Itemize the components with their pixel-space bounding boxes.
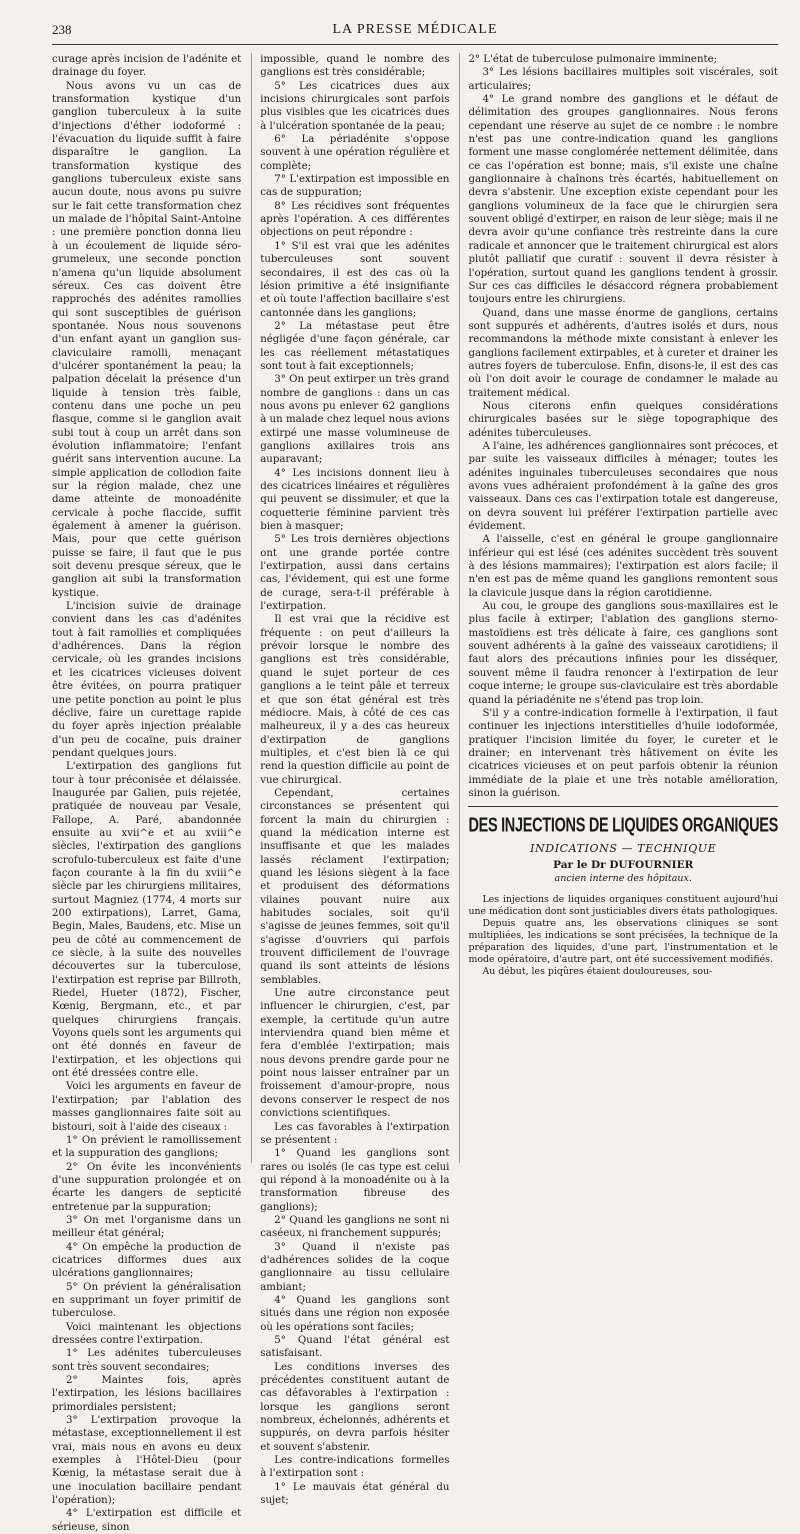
paragraph: 5° Les trois dernières objections ont une grande portée contre l'extirpation, aussi dans certains cas, l'évidement, qui est une forme de curage, sera-t-il préférable à l'extirpation. <box>260 534 450 613</box>
new-article <box>468 806 778 977</box>
paragraph: 3° On met l'organisme dans un meilleur état général; <box>52 1214 242 1240</box>
paragraph: 6° La périadénite s'oppose souvent à une opération régulière et complète; <box>260 134 450 172</box>
paragraph: S'il y a contre-indication formelle à l'extirpation, il faut continuer les injections interstitielles d'huile iodoformée, pratiquer l'incision limitée du foyer, le cureter et le drainer; en intervenant très hâtivement on évite les cicatrices vicieuses et on peut parfois obtenir la réunion immédiate de la plaie et une très notable amélioration, sinon la guérison. <box>468 707 778 799</box>
paragraph: 5° On prévient la généralisation en supprimant un foyer primitif de tuberculose. <box>52 1281 242 1320</box>
paragraph: Les conditions inverses des précédentes constituent autant de cas défavorables à l'extirpation : lorsque les ganglions seront nombreux, échelonnés, adhérents et suppurés, on devra parfois hésiter et souvent s'abstenir. <box>260 1361 450 1453</box>
paragraph: curage après incision de l'adénite et drainage du foyer. <box>52 54 242 79</box>
paragraph: Il est vrai que la récidive est fréquente : on peut d'ailleurs la prévoir lorsque le nombre des ganglions est très considérable, quand le sujet porteur de ces ganglions a le teint pâle et terreux et que son état général est très médiocre. Mais, à côté de ces cas malheureux, il y a des cas heureux d'extirpation de ganglions multiples, et c'est bien là ce qui rend la question difficile au point de vue chirurgical. <box>260 614 450 786</box>
article-author-role: ancien interne des hôpitaux. <box>554 873 692 885</box>
paragraph: Au début, les piqûres étaient douloureuses, sou- <box>482 965 713 977</box>
page-number: 238 <box>52 22 72 37</box>
paragraph: Voici les arguments en faveur de l'extirpation; par l'ablation des masses ganglionnaires faite soit au bistouri, soit à l'aide des ciseaux : <box>52 1081 242 1133</box>
paragraph: 3° On peut extirper un très grand nombre de ganglions : dans un cas nous avons pu enlever 62 ganglions à un malade chez lequel nous avions extirpé une masse volumineuse de ganglions axillaires trois ans auparavant; <box>260 374 450 466</box>
article-subtitle: INDICATIONS — TECHNIQUE <box>530 841 717 855</box>
article-author: Par le Dr DUFOURNIER <box>553 858 694 871</box>
paragraph: Nous citerons enfin quelques considérations chirurgicales basées sur le siège topographique des adénites tuberculeuses. <box>468 400 778 439</box>
paragraph: 4° Le grand nombre des ganglions et le défaut de délimitation des groupes ganglionnaires. Nous ferons cependant une réserve au sujet de ce nombre : le nombre n'est pas une contre-indication quand les ganglions forment une masse conglomérée nettement délimitée, dans ce cas l'opération est bonne; mais, s'il existe une chaîne ganglionnaire à chaînons très écartés, habituellement on devra s'abstenir. Une exception existe cependant pour les ganglions volumineux de la face que le chirurgien sera souvent obligé d'extirper, en raison de leur siège; mais il ne devra avoir qu'une confiance très restreinte dans la cure radicale et annoncer que le traitement chirurgical est alors plutôt palliatif que curatif : souvent il devra résister à l'opération, surtout quand les ganglions tendent à grossir. Sur ces cas difficiles le désaccord régnera probablement toujours entre les chirurgiens. <box>468 94 778 306</box>
column-middle <box>251 53 450 1507</box>
paragraph: 2° La métastase peut être négligée d'une façon générale, car les cas réellement métastatiques sont tout à fait exceptionnels; <box>260 320 450 372</box>
paragraph: Au cou, le groupe des ganglions sous-maxillaires est le plus facile à extirper; l'ablation des ganglions sterno-mastoïdiens est très délicate à faire, ces ganglions sont souvent adhérents à la gaîne des vaisseaux carotidiens; il faut alors des précautions infinies pour les disséquer, souvent même il faudra renoncer à l'extirpation de leur coque interne; le groupe sus-claviculaire est très abordable quand la périadénite ne s'étend pas trop loin. <box>468 601 778 706</box>
paragraph: 1° Les adénites tuberculeuses sont très souvent secondaires; <box>52 1348 242 1373</box>
paragraph: 4° L'extirpation est difficile et sérieuse, sinon <box>52 1508 242 1533</box>
article-body <box>468 894 778 978</box>
text-columns <box>52 53 778 1533</box>
paragraph: 7° L'extirpation est impossible en cas de suppuration; <box>260 174 450 199</box>
page-header <box>52 22 778 45</box>
paragraph: Les injections de liquides organiques constituent aujourd'hui une médication dont sont justiciables divers états pathologiques. <box>468 893 778 917</box>
paragraph: 1° Le mauvais état général du sujet; <box>260 1481 450 1507</box>
paragraph: A l'aine, les adhérences ganglionnaires sont précoces, et par suite les vaisseaux difficiles à ménager; toutes les adénites inguinales tuberculeuses secondaires que nous avons vues adhéraient profondément à la gaîne des gros vaisseaux. Dans ces cas l'extirpation totale est dangereuse, on devra souvent lui préférer l'extirpation partielle avec évidement. <box>468 440 778 533</box>
paragraph: Quand, dans une masse énorme de ganglions, certains sont suppurés et adhérents, d'autres isolés et durs, nous recommandons la méthode mixte consistant à enlever les ganglions facilement extirpables, et à cureter et drainer les autres foyers de tuberculose. Enfin, disons-le, il est des cas où l'on doit avoir le courage de condamner le malade au traitement médical. <box>468 307 778 399</box>
paragraph: L'extirpation des ganglions fut tour à tour préconisée et délaissée. Inaugurée par Galien, puis rejetée, pratiquée de nouveau par Vesale, Fallope, A. Paré, abandonnée ensuite au xvii^e et au xviii^e siècles, l'extirpation des ganglions scrofulo-tuberculeux est faite d'une façon courante à la fin du xviii^e siècle par les chirurgiens militaires, surtout Magniez (1774, 4 morts sur 200 extirpations), Larret, Gama, Begin, Males, Baudens, etc. Mise un peu de côté au commencement de ce siècle, à la suite des nouvelles découvertes sur la tuberculose, l'extirpation est reprise par Billroth, Riedel, Hueter (1872), Fischer, Kœnig, Bergmann, etc., et par quelques chirurgiens français. Voyons quels sont les arguments qui ont été donnés en faveur de l'extirpation, et les objections qui ont été dressées contre elle. <box>52 761 242 1080</box>
paragraph: Depuis quatre ans, les observations cliniques se sont multipliées, les indications se sont précisées, la technique de la préparation des liquides, d'une part, l'instrumentation et le mode opératoire, d'autre part, ont été successivement modifiés. <box>468 917 778 965</box>
paragraph: impossible, quand le nombre des ganglions est très considérable; <box>260 54 450 79</box>
paragraph: 4° Quand les ganglions sont situés dans une région non exposée où les opérations sont faciles; <box>260 1294 450 1333</box>
paragraph: 4° On empêche la production de cicatrices difformes dues aux ulcérations ganglionnaires; <box>52 1241 242 1280</box>
paragraph: Cependant, certaines circonstances se présentent qui forcent la main du chirurgien : quand la médication interne est insuffisante et que les malades lassés réclament l'extirpation; quand les lésions siègent à la face et produisent des déformations vilaines pouvant nuire aux habitudes sociales, soit qu'il s'agisse de jeunes femmes, soit qu'il s'agisse d'ouvriers qui parfois trouvent difficilement de l'ouvrage quand ils sont atteints de lésions semblables. <box>260 787 450 986</box>
paragraph: 3° Quand il n'existe pas d'adhérences solides de la coque ganglionnaire au tissu cellulaire ambiant; <box>260 1241 450 1293</box>
paragraph: 2° Quand les ganglions ne sont ni caséeux, ni franchement suppurés; <box>260 1214 450 1240</box>
paragraph: A l'aisselle, c'est en général le groupe ganglionnaire inférieur qui est lésé (ces adénites succèdent très souvent à des lésions mammaires); l'extirpation est alors facile; il n'en est pas de même quand les ganglions remontent sous la clavicule jusque dans la région carotidienne. <box>468 534 778 599</box>
paragraph: 2° On évite les inconvénients d'une suppuration prolongée et on écarte les dangers de septicité entretenue par la suppuration; <box>52 1161 242 1213</box>
paragraph: Les cas favorables à l'extirpation se présentent : <box>260 1121 450 1146</box>
paragraph: 1° S'il est vrai que les adénites tuberculeuses sont souvent secondaires, il est des cas où la lésion primitive a été insignifiante et où toute l'affection bacillaire s'est cantonnée dans les ganglions; <box>260 240 450 319</box>
paragraph: 3° L'extirpation provoque la métastase, exceptionnellement il est vrai, mais nous en avons eu deux exemples à l'Hôtel-Dieu (pour Kœnig, la métastase serait due à une inoculation bacillaire pendant l'opération); <box>52 1415 242 1507</box>
paragraph: 2° L'état de tuberculose pulmonaire imminente; <box>468 54 718 65</box>
paragraph: 2° Maintes fois, après l'extirpation, les lésions bacillaires primordiales persistent; <box>52 1375 242 1413</box>
column-right <box>459 53 778 1163</box>
paragraph: 1° On prévient le ramollissement et la suppuration des ganglions; <box>52 1134 242 1160</box>
paragraph: 5° Quand l'état général est satisfaisant. <box>260 1335 450 1360</box>
paragraph: 5° Les cicatrices dues aux incisions chirurgicales sont parfois plus visibles que les cicatrices dues à l'ulcération spontanée de la peau; <box>260 80 450 132</box>
paragraph: 8° Les récidives sont fréquentes après l'opération. A ces différentes objections on peut répondre : <box>260 200 450 239</box>
article-title: DES INJECTIONS DE LIQUIDES ORGANIQUES <box>468 814 778 838</box>
paragraph: 4° Les incisions donnent lieu à des cicatrices linéaires et régulières qui peuvent se dissimuler, et que la coquetterie féminine parvient très bien à masquer; <box>260 467 450 533</box>
column-right-text <box>468 53 778 800</box>
paragraph: Nous avons vu un cas de transformation kystique d'un ganglion tuberculeux à la suite d'injections d'éther iodoformé : l'évacuation du liquide suffit à faire disparaître le ganglion. La transformation kystique des ganglions tuberculeux existe sans aucun doute, nous avons pu suivre sur le fait cette transformation chez un malade de l'hôpital Saint-Antoine : une première ponction donna lieu à un écoulement de liquide séro-grumeleux, une seconde ponction n'amena qu'un liquide absolument séreux. Ces cas doivent être rapprochés des adénites ramollies qui sont susceptibles de guérison spontanée. Nous nous souvenons d'un enfant ayant un ganglion sus-claviculaire ramolli, menaçant d'ulcérer spontanément la peau; la palpation décelait la présence d'un liquide à tension très faible, contenu dans une poche un peu flasque, comme si le ganglion avait subi tout à coup un arrêt dans son évolution inflammatoire; l'enfant guérit sans intervention aucune. La simple application de collodion faite sur la région malade, chez une dame atteinte de monoadénite cervicale à poche flaccide, suffit également à amener la guérison. Mais, pour que cette guérison puisse se faire, il faut que le pus soit devenu presque séreux, que le ganglion ait subi la transformation kystique. <box>52 80 242 599</box>
journal-title: LA PRESSE MÉDICALE <box>332 22 498 37</box>
paragraph: Une autre circonstance peut influencer le chirurgien, c'est, par exemple, la certitude qu'un autre interviendra quand bien même et fera d'emblée l'extirpation; mais nous devons prendre garde pour ne point nous laisser entraîner par un froissement d'amour-propre, nous devons conserver le respect de nos convictions scientifiques. <box>260 988 450 1120</box>
paragraph: 3° Les lésions bacillaires multiples soit viscérales, soit articulaires; <box>468 67 778 92</box>
paragraph: 1° Quand les ganglions sont rares ou isolés (le cas type est celui qui répond à la monoadénite ou à la transformation fibreuse des ganglions); <box>260 1148 450 1213</box>
paragraph: Les contre-indications formelles à l'extirpation sont : <box>260 1455 450 1480</box>
column-left <box>52 53 242 1533</box>
paragraph: Voici maintenant les objections dressées contre l'extirpation. <box>52 1321 242 1346</box>
paragraph: L'incision suivie de drainage convient dans les cas d'adénites tout à fait ramollies et compliquées d'adhérences. Dans la région cervicale, où les grandes incisions et les cicatrices vicieuses doivent être évitées, on pourra pratiquer une petite ponction au point le plus déclive, faire un curettage rapide du foyer après injection préalable d'un peu de cocaïne, puis drainer pendant quelques jours. <box>52 601 242 759</box>
